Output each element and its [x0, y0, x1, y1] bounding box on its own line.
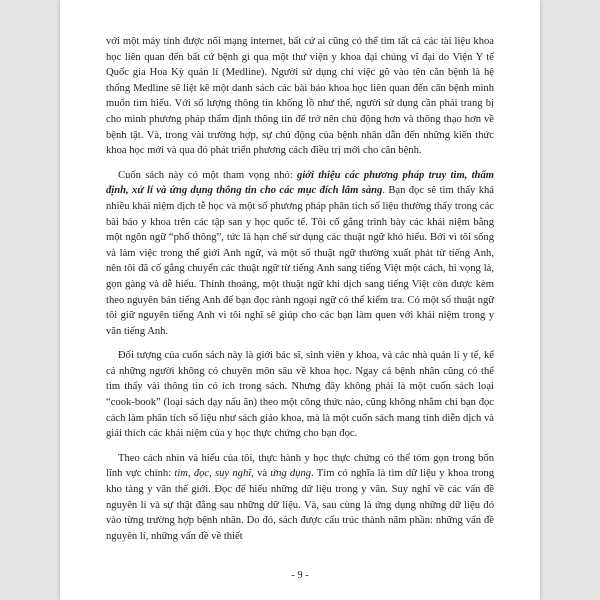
paragraph-4: Theo cách nhìn và hiểu của tôi, thực hành y học thực chứng có thể tóm gọn trong bốn lĩnh vực chính: tìm, đọc, suy nghĩ, và ứng dụng. Tìm có nghĩa là tìm dữ liệu y khoa trong kho tàng y văn thế giới. Đọc để hiểu những dữ liệu trong y văn. Suy nghĩ về các vấn đề nguyên lí và sự thật đằng sau những dữ liệu. Và, sau cùng là ứng dụng những dữ liệu đó vào từng trường hợp bệnh nhân. Do đó, sách được cấu trúc thành năm phần: những vấn đề nguyên lí, những vấn đề về thiết [106, 452, 495, 542]
paragraph-3: Đối tượng của cuốn sách này là giới bác sĩ, sinh viên y khoa, và các nhà quản lí y tế, kể cả những người không có chuyên môn sâu về khoa học. Ngay cả bệnh nhân cũng có thể tìm thấy vài thông tin có ích trong sách. Nhưng đây không phải là một cuốn sách loại “cook-book” (loại sách dạy nấu ăn) theo một công thức nào, cũng không nhằm chỉ bạn đọc cách làm phân tích số liệu như sách giáo khoa, mà là một cuốn sách mang tính diễn dịch và giải thích các khái niệm của y học thực chứng cho bạn đọc. [106, 350, 494, 440]
paragraph-1: với một máy tính được nối mạng internet, bất cứ ai cũng có thể tìm tất cả các tài liệu khoa học liên quan đến bất cứ bệnh gì qua một thư viện y khoa đại chúng vĩ đại do Viện Y tế Quốc gia Hoa Kỳ quản lí (Medline). Người sử dụng chỉ việc gõ vào tên căn bệnh là hệ thống Medline sẽ liệt kê một danh sách các bài báo khoa học liên quan đến căn bệnh mình muốn tìm hiểu. Với số lượng thông tin khổng lồ như thế, người sử dụng cần phải trang bị cho mình phương pháp thẩm định thông tin để trở nên chủ động hơn và thông thạo hơn về bệnh tật. Và, trong vài trường hợp, sự chủ động của bệnh nhân dẫn đến những kiến thức khoa học mới và qua đó phát triển phương cách điều trị mới cho căn bệnh. [106, 36, 494, 157]
book-page [60, 0, 540, 600]
page-number: - 9 - [291, 570, 309, 581]
paragraph-2: Cuốn sách này có một tham vọng nhỏ: giới thiệu các phương pháp truy tìm, thẩm định, xử lí và ứng dụng thông tin cho các mục đích lâm sàng. Bạn đọc sẽ tìm thấy khá nhiều khái niệm dịch tễ học và một số phương pháp phân tích số liệu thường thấy trong các bài báo y khoa trên các tập san y học quốc tế. Tôi cố gắng trình bày các khái niệm bằng một ngôn ngữ “phổ thông”, tức là hạn chế sử dụng các thuật ngữ khó hiểu. Bởi vì tôi sống và làm việc trong thế giới Anh ngữ, và một số thuật ngữ thường xuất phát từ tiếng Anh, nên tôi đã cố gắng chuyển các thuật ngữ từ tiếng Anh sang tiếng Việt một cách, hi vọng là, gọn gàng và dễ hiểu. Thỉnh thoảng, một thuật ngữ khi dịch sang tiếng Việt còn được kèm theo nguyên bản tiếng Anh để bạn đọc rành ngoại ngữ có thể kiểm tra. Có một số thuật ngữ tôi giữ nguyên tiếng Anh vì tôi nghĩ sẽ giúp cho các bạn làm quen với khái niệm trong y văn tiếng Anh. [106, 169, 494, 337]
body-text [106, 34, 494, 553]
